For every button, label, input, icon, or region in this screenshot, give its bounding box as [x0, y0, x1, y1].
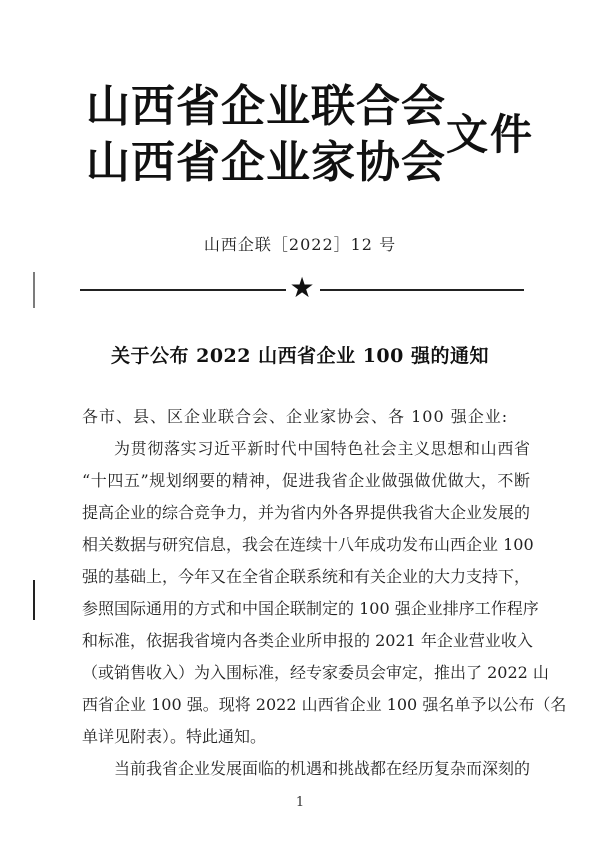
page-number: 1 — [295, 795, 305, 810]
body-text-line: 提高企业的综合竞争力，并为省内外各界提供我省大企业发展的 — [82, 503, 531, 522]
body-text-line: 相关数据与研究信息，我会在连续十八年成功发布山西企业 100 — [82, 535, 534, 554]
star-icon: ★ — [289, 271, 315, 304]
issuing-org-name: 山西省企业联合会 — [86, 81, 446, 132]
body-text-line: 和标准，依据我省境内各类企业所申报的 2021 年企业营业收入 — [82, 631, 533, 650]
body-text-line: 参照国际通用的方式和中国企联制定的 100 强企业排序工作程序 — [82, 599, 539, 618]
document-type-label: 文件 — [446, 110, 535, 159]
body-text-line: 西省企业 100 强。现将 2022 山西省企业 100 强名单予以公布（名 — [82, 695, 567, 714]
body-text-line: 单详见附表）。特此通知。 — [82, 727, 267, 746]
header-divider-left — [80, 289, 286, 291]
body-text-line: 强的基础上，今年又在全省企联系统和有关企业的大力支持下， — [82, 567, 531, 586]
salutation: 各市、县、区企业联合会、企业家协会、各 100 强企业: — [82, 407, 509, 426]
header-divider-right — [320, 289, 524, 291]
body-text-line: 为贯彻落实习近平新时代中国特色社会主义思想和山西省 — [114, 439, 530, 458]
scan-binding-mark — [33, 580, 35, 620]
notice-title: 关于公布 2022 山西省企业 100 强的通知 — [110, 345, 489, 367]
document-number: 山西企联［2022］12 号 — [203, 235, 397, 254]
body-text-line: “十四五”规划纲要的精神，促进我省企业做强做优做大，不断 — [82, 471, 530, 490]
body-text-line: （或销售收入）为入围标准，经专家委员会审定，推出了 2022 山 — [82, 663, 549, 682]
issuing-org-name: 山西省企业家协会 — [86, 137, 446, 188]
scan-binding-mark — [33, 272, 35, 308]
body-text-line: 当前我省企业发展面临的机遇和挑战都在经历复杂而深刻的 — [114, 759, 531, 778]
